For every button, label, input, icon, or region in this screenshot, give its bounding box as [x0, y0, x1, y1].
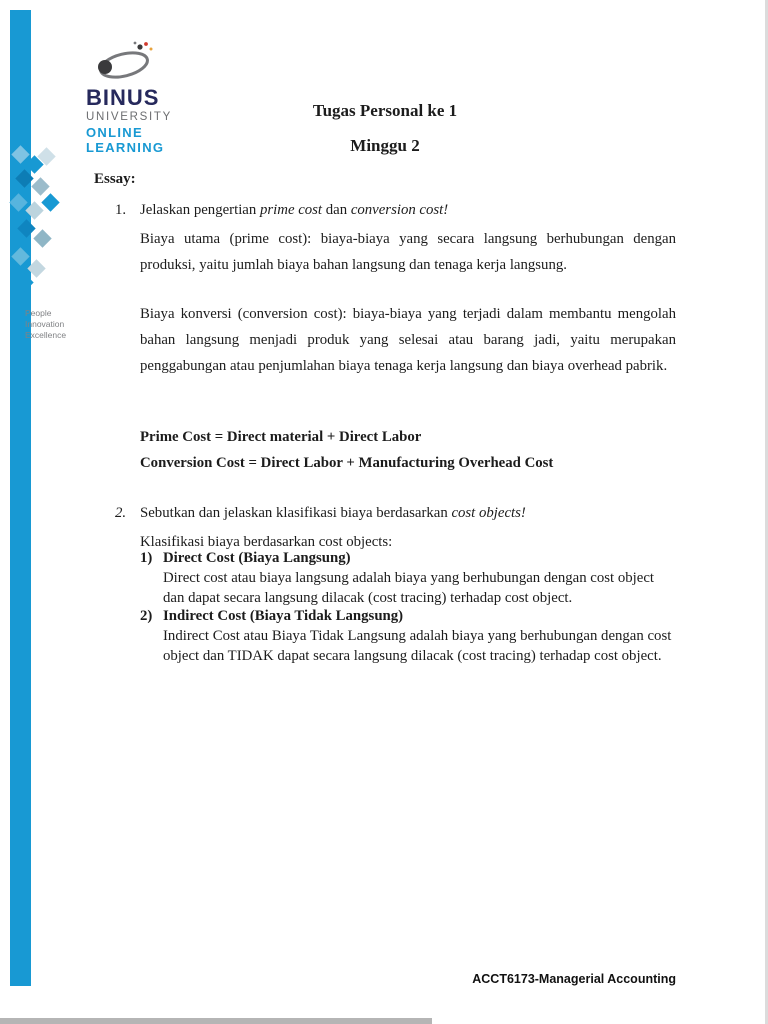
- tagline-innovation: Innovation: [25, 319, 65, 329]
- answer-1-paragraph-2: Biaya konversi (conversion cost): biaya-biaya yang terjadi dalam membantu mengolah bahan langsung menjadi produk yang selesai atau barang jadi, yaitu merupakan penggabungan atau penjumlahan biaya tenaga kerja langsung dan biaya overhead pabrik.: [140, 306, 676, 374]
- question-2-text: [140, 505, 526, 522]
- page-subtitle: Minggu 2: [350, 136, 420, 155]
- logo-learning-text: LEARNING: [86, 140, 165, 155]
- question-1-number: 1.: [115, 202, 127, 218]
- logo-online-text: ONLINE: [86, 125, 143, 140]
- binus-globe-icon: [94, 38, 158, 84]
- mosaic-diamond: [41, 193, 59, 211]
- question-2: [115, 505, 676, 522]
- formula-prime-cost: Prime Cost = Direct material + Direct Labor: [140, 429, 422, 445]
- footer-course-label: ACCT6173-Managerial Accounting: [472, 972, 676, 986]
- question-1-text-mid: dan: [322, 202, 351, 218]
- indirect-cost-heading-text: Indirect Cost (Biaya Tidak Langsung): [163, 608, 404, 624]
- classification-intro: Klasifikasi biaya berdasarkan cost objects:: [140, 534, 393, 550]
- question-1-text: [140, 202, 448, 219]
- question-1-text-prefix: Jelaskan pengertian: [140, 202, 260, 218]
- mosaic-diamond: [31, 177, 49, 195]
- direct-cost-heading-text: Direct Cost (Biaya Langsung): [163, 550, 351, 566]
- direct-cost-body: Direct cost atau biaya langsung adalah biaya yang berhubungan dengan cost object dan dapat secara langsung dilacak (cost tracing) terhadap cost object.: [163, 570, 654, 606]
- tagline-excellence: Excellence: [25, 330, 67, 340]
- logo-brand-text: BINUS: [86, 85, 160, 110]
- mosaic-diamond: [33, 229, 51, 247]
- logo-university-text: UNIVERSITY: [86, 111, 173, 123]
- tagline: [25, 308, 66, 341]
- term-cost-objects: cost objects!: [451, 505, 526, 521]
- question-1: [115, 202, 676, 219]
- indirect-cost-marker: 2): [140, 608, 153, 624]
- direct-cost-item-heading: [140, 550, 676, 567]
- formula-conversion-cost: Conversion Cost = Direct Labor + Manufacturing Overhead Cost: [140, 455, 554, 471]
- question-2-text-prefix: Sebutkan dan jelaskan klasifikasi biaya berdasarkan: [140, 505, 452, 521]
- scan-edge-bottom: [0, 1018, 432, 1024]
- term-prime-cost: prime cost: [259, 202, 323, 218]
- indirect-cost-item-heading: [140, 608, 676, 625]
- answer-1-paragraph-1: Biaya utama (prime cost): biaya-biaya yang secara langsung berhubungan dengan produksi, yaitu jumlah biaya bahan langsung dan tenaga kerja langsung.: [140, 231, 676, 273]
- essay-heading: Essay:: [94, 171, 136, 187]
- term-conversion-cost: conversion cost!: [350, 202, 449, 218]
- page-title: Tugas Personal ke 1: [312, 101, 458, 120]
- question-2-number: 2.: [115, 505, 127, 521]
- indirect-cost-body: Indirect Cost atau Biaya Tidak Langsung adalah biaya yang berhubungan dengan cost object dan TIDAK dapat secara langsung dilacak (cost tracing) terhadap cost object.: [163, 628, 672, 664]
- direct-cost-marker: 1): [140, 550, 153, 566]
- tagline-people: People: [25, 308, 52, 318]
